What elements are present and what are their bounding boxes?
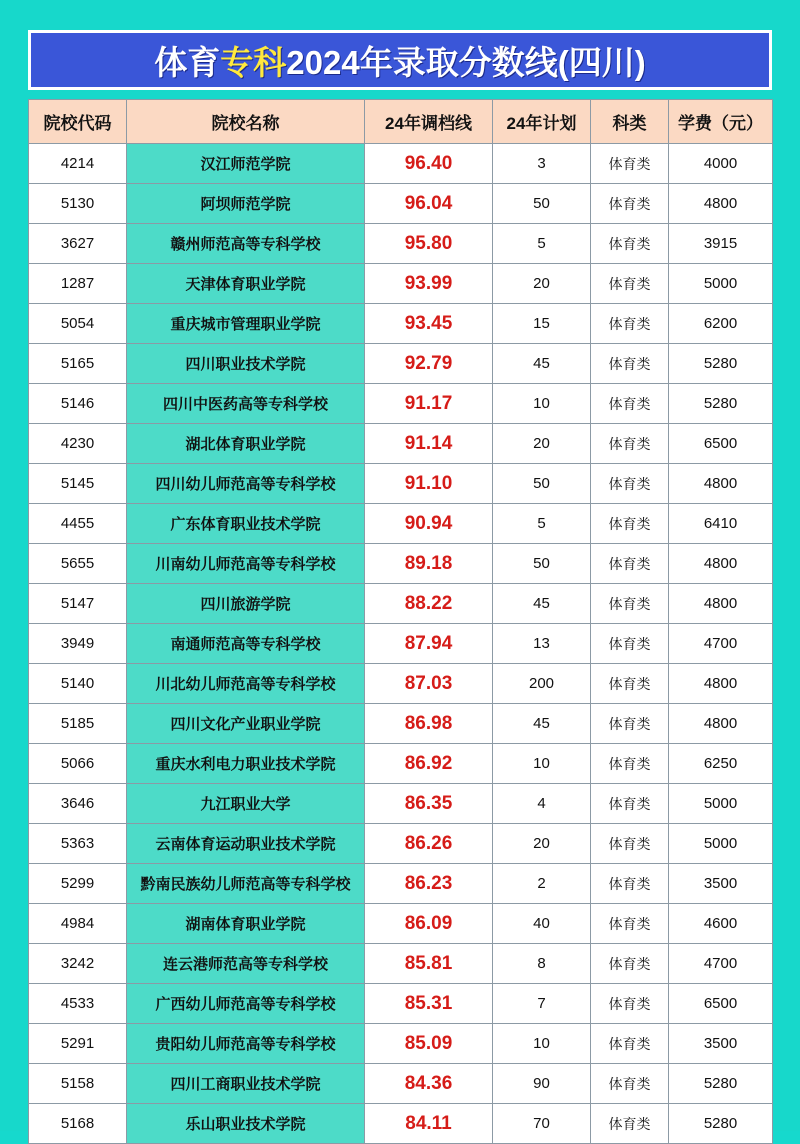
cell-category: 体育类 [591, 704, 669, 744]
cell-fee: 5280 [669, 344, 773, 384]
table-row [29, 424, 773, 464]
cell-code: 1287 [29, 264, 127, 304]
admission-score-table [28, 99, 773, 1144]
cell-name: 川北幼儿师范高等专科学校 [127, 664, 365, 704]
cell-plan: 10 [493, 1024, 591, 1064]
table-row [29, 904, 773, 944]
cell-category: 体育类 [591, 344, 669, 384]
cell-category: 体育类 [591, 944, 669, 984]
cell-fee: 3500 [669, 864, 773, 904]
cell-category: 体育类 [591, 304, 669, 344]
table-row [29, 1104, 773, 1144]
cell-plan: 5 [493, 224, 591, 264]
cell-name: 湖北体育职业学院 [127, 424, 365, 464]
cell-name: 黔南民族幼儿师范高等专科学校 [127, 864, 365, 904]
table-row [29, 504, 773, 544]
page-title [154, 37, 645, 84]
cell-name: 四川工商职业技术学院 [127, 1064, 365, 1104]
cell-code: 5299 [29, 864, 127, 904]
cell-code: 3949 [29, 624, 127, 664]
cell-code: 3242 [29, 944, 127, 984]
cell-plan: 50 [493, 184, 591, 224]
cell-code: 3627 [29, 224, 127, 264]
cell-category: 体育类 [591, 224, 669, 264]
cell-score: 86.98 [365, 704, 493, 744]
cell-score: 91.10 [365, 464, 493, 504]
cell-category: 体育类 [591, 1024, 669, 1064]
cell-score: 91.14 [365, 424, 493, 464]
cell-fee: 5280 [669, 1064, 773, 1104]
cell-name: 四川文化产业职业学院 [127, 704, 365, 744]
cell-code: 4455 [29, 504, 127, 544]
cell-score: 90.94 [365, 504, 493, 544]
cell-name: 南通师范高等专科学校 [127, 624, 365, 664]
cell-code: 5168 [29, 1104, 127, 1144]
cell-fee: 4600 [669, 904, 773, 944]
cell-category: 体育类 [591, 864, 669, 904]
cell-fee: 6500 [669, 424, 773, 464]
cell-category: 体育类 [591, 584, 669, 624]
cell-name: 天津体育职业学院 [127, 264, 365, 304]
cell-name: 连云港师范高等专科学校 [127, 944, 365, 984]
cell-category: 体育类 [591, 544, 669, 584]
cell-score: 88.22 [365, 584, 493, 624]
cell-code: 5145 [29, 464, 127, 504]
cell-name: 川南幼儿师范高等专科学校 [127, 544, 365, 584]
cell-fee: 4700 [669, 624, 773, 664]
cell-score: 86.09 [365, 904, 493, 944]
cell-name: 湖南体育职业学院 [127, 904, 365, 944]
cell-score: 87.03 [365, 664, 493, 704]
cell-name: 重庆城市管理职业学院 [127, 304, 365, 344]
cell-code: 5140 [29, 664, 127, 704]
cell-fee: 4800 [669, 464, 773, 504]
cell-fee: 4000 [669, 144, 773, 184]
table-row [29, 384, 773, 424]
cell-name: 赣州师范高等专科学校 [127, 224, 365, 264]
cell-name: 广西幼儿师范高等专科学校 [127, 984, 365, 1024]
table-row [29, 824, 773, 864]
cell-plan: 13 [493, 624, 591, 664]
cell-fee: 4800 [669, 664, 773, 704]
page-title-bar [28, 30, 772, 90]
table-row [29, 624, 773, 664]
title-highlight: 专科 [220, 43, 287, 81]
cell-name: 乐山职业技术学院 [127, 1104, 365, 1144]
cell-name: 广东体育职业技术学院 [127, 504, 365, 544]
cell-plan: 90 [493, 1064, 591, 1104]
cell-code: 5130 [29, 184, 127, 224]
table-row [29, 144, 773, 184]
cell-plan: 45 [493, 584, 591, 624]
cell-name: 四川中医药高等专科学校 [127, 384, 365, 424]
cell-fee: 3915 [669, 224, 773, 264]
cell-name: 九江职业大学 [127, 784, 365, 824]
table-row [29, 184, 773, 224]
cell-fee: 5000 [669, 784, 773, 824]
cell-score: 91.17 [365, 384, 493, 424]
column-header-fee: 学费（元） [669, 100, 773, 144]
cell-name: 汉江师范学院 [127, 144, 365, 184]
cell-category: 体育类 [591, 1064, 669, 1104]
cell-score: 93.99 [365, 264, 493, 304]
cell-plan: 10 [493, 384, 591, 424]
cell-name: 四川旅游学院 [127, 584, 365, 624]
cell-plan: 20 [493, 424, 591, 464]
cell-fee: 4800 [669, 544, 773, 584]
cell-plan: 70 [493, 1104, 591, 1144]
cell-category: 体育类 [591, 1104, 669, 1144]
cell-score: 89.18 [365, 544, 493, 584]
cell-fee: 5280 [669, 384, 773, 424]
cell-plan: 20 [493, 824, 591, 864]
cell-code: 5291 [29, 1024, 127, 1064]
cell-code: 4533 [29, 984, 127, 1024]
table-row [29, 464, 773, 504]
cell-score: 96.40 [365, 144, 493, 184]
cell-category: 体育类 [591, 504, 669, 544]
table-row [29, 224, 773, 264]
cell-plan: 7 [493, 984, 591, 1024]
cell-plan: 40 [493, 904, 591, 944]
cell-fee: 4800 [669, 584, 773, 624]
cell-code: 3646 [29, 784, 127, 824]
cell-fee: 5000 [669, 824, 773, 864]
cell-score: 85.31 [365, 984, 493, 1024]
table-header [29, 100, 773, 144]
cell-score: 92.79 [365, 344, 493, 384]
table-row [29, 744, 773, 784]
cell-code: 5655 [29, 544, 127, 584]
cell-plan: 50 [493, 464, 591, 504]
cell-score: 95.80 [365, 224, 493, 264]
cell-fee: 6410 [669, 504, 773, 544]
cell-score: 86.92 [365, 744, 493, 784]
cell-name: 四川职业技术学院 [127, 344, 365, 384]
cell-score: 86.26 [365, 824, 493, 864]
cell-code: 5066 [29, 744, 127, 784]
cell-category: 体育类 [591, 384, 669, 424]
cell-score: 93.45 [365, 304, 493, 344]
cell-category: 体育类 [591, 144, 669, 184]
table-row [29, 304, 773, 344]
cell-code: 5363 [29, 824, 127, 864]
cell-code: 5158 [29, 1064, 127, 1104]
cell-category: 体育类 [591, 744, 669, 784]
column-header-code: 院校代码 [29, 100, 127, 144]
table-row [29, 984, 773, 1024]
column-header-name: 院校名称 [127, 100, 365, 144]
table-body [29, 144, 773, 1144]
cell-score: 96.04 [365, 184, 493, 224]
cell-category: 体育类 [591, 624, 669, 664]
cell-score: 85.09 [365, 1024, 493, 1064]
cell-category: 体育类 [591, 264, 669, 304]
column-header-plan: 24年计划 [493, 100, 591, 144]
cell-code: 5146 [29, 384, 127, 424]
cell-code: 4230 [29, 424, 127, 464]
cell-fee: 6200 [669, 304, 773, 344]
cell-score: 84.11 [365, 1104, 493, 1144]
cell-score: 86.35 [365, 784, 493, 824]
table-row [29, 264, 773, 304]
cell-plan: 45 [493, 344, 591, 384]
cell-plan: 10 [493, 744, 591, 784]
cell-plan: 5 [493, 504, 591, 544]
cell-score: 87.94 [365, 624, 493, 664]
table-row [29, 864, 773, 904]
cell-code: 4984 [29, 904, 127, 944]
cell-fee: 5280 [669, 1104, 773, 1144]
cell-category: 体育类 [591, 984, 669, 1024]
cell-fee: 4700 [669, 944, 773, 984]
table-row [29, 584, 773, 624]
cell-fee: 6500 [669, 984, 773, 1024]
table-row [29, 664, 773, 704]
cell-name: 阿坝师范学院 [127, 184, 365, 224]
cell-fee: 6250 [669, 744, 773, 784]
cell-name: 重庆水利电力职业技术学院 [127, 744, 365, 784]
cell-category: 体育类 [591, 464, 669, 504]
table-row [29, 944, 773, 984]
cell-category: 体育类 [591, 824, 669, 864]
table-row [29, 1024, 773, 1064]
cell-plan: 45 [493, 704, 591, 744]
table-row [29, 784, 773, 824]
cell-fee: 5000 [669, 264, 773, 304]
title-suffix: 2024年录取分数线(四川) [286, 43, 646, 81]
cell-category: 体育类 [591, 784, 669, 824]
title-prefix: 体育 [154, 43, 221, 81]
cell-plan: 2 [493, 864, 591, 904]
cell-code: 5165 [29, 344, 127, 384]
cell-code: 5147 [29, 584, 127, 624]
cell-fee: 4800 [669, 704, 773, 744]
cell-plan: 3 [493, 144, 591, 184]
table-row [29, 544, 773, 584]
cell-plan: 200 [493, 664, 591, 704]
table-row [29, 1064, 773, 1104]
cell-category: 体育类 [591, 664, 669, 704]
cell-score: 84.36 [365, 1064, 493, 1104]
column-header-score: 24年调档线 [365, 100, 493, 144]
cell-category: 体育类 [591, 424, 669, 464]
table-row [29, 344, 773, 384]
cell-plan: 15 [493, 304, 591, 344]
cell-plan: 8 [493, 944, 591, 984]
cell-plan: 4 [493, 784, 591, 824]
cell-name: 贵阳幼儿师范高等专科学校 [127, 1024, 365, 1064]
column-header-category: 科类 [591, 100, 669, 144]
table-row [29, 704, 773, 744]
cell-fee: 3500 [669, 1024, 773, 1064]
cell-code: 5054 [29, 304, 127, 344]
cell-name: 四川幼儿师范高等专科学校 [127, 464, 365, 504]
cell-plan: 50 [493, 544, 591, 584]
cell-score: 86.23 [365, 864, 493, 904]
cell-name: 云南体育运动职业技术学院 [127, 824, 365, 864]
cell-score: 85.81 [365, 944, 493, 984]
cell-code: 5185 [29, 704, 127, 744]
table-header-row [29, 100, 773, 144]
cell-category: 体育类 [591, 184, 669, 224]
cell-code: 4214 [29, 144, 127, 184]
cell-category: 体育类 [591, 904, 669, 944]
cell-fee: 4800 [669, 184, 773, 224]
cell-plan: 20 [493, 264, 591, 304]
